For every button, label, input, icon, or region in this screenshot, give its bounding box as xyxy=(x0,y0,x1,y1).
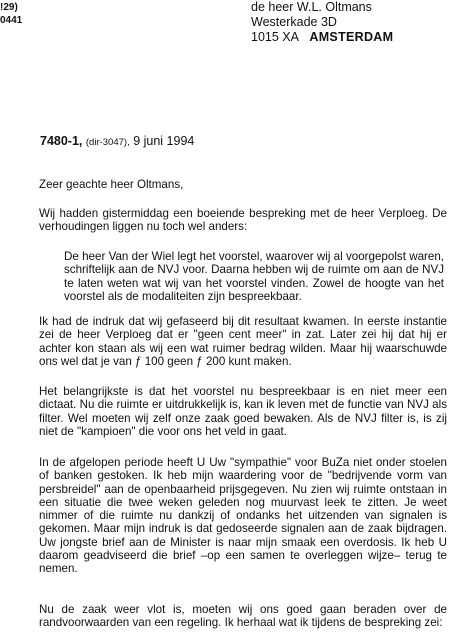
reference-number: 7480-1, xyxy=(40,134,83,148)
recipient-city: AMSTERDAM xyxy=(309,30,394,44)
reference-line xyxy=(40,134,194,148)
recipient-name: de heer W.L. Oltmans xyxy=(251,0,372,14)
recipient-street: Westerkade 3D xyxy=(251,15,337,29)
paragraph-1: Wij hadden gistermiddag een boeiende bespreking met de heer Verploeg. De verhoudingen liggen nu toch wel anders: xyxy=(39,207,447,234)
paragraph-4: In de afgelopen periode heeft U Uw "sympathie" voor BuZa niet onder stoelen of banken gestoken. Ik heb mijn waardering voor de "bedrijvende vorm van persbreidel" aan de openbaarheid prijsgegeven. Nu zien wij ruimte ontstaan in een situatie die twee weken geleden nog muurvast leek te zitten. Je weet nimmer of die ruimte nu dankzij of ondanks het uitzenden van signalen is gekomen. Maar mijn indruk is dat gedoseerde signalen aan de zaak bijdragen. Uw jongste brief aan de Minister is naar mijn smaak een overdosis. Ik heb U daarom geadviseerd die brief –op een samen te overleggen wijze– terug te nemen. xyxy=(39,456,447,576)
recipient-city-line xyxy=(251,30,393,45)
reference-date: 9 juni 1994 xyxy=(129,134,195,148)
quoted-paragraph: De heer Van der Wiel legt het voorstel, waarover wij al voorgepolst waren, schriftelijk aan de NVJ voor. Daarna hebben wij de ruimte om aan de NVJ te laten weten wat wij van het voorstel vinden. Zowel de hoogte van het voorstel als de modaliteiten zijn bespreekbaar. xyxy=(64,250,444,303)
reference-dir: (dir-3047), xyxy=(85,137,130,148)
recipient-postcode: 1015 XA xyxy=(251,30,299,44)
margin-code-2: 0441 xyxy=(0,15,23,26)
salutation: Zeer geachte heer Oltmans, xyxy=(39,178,184,191)
paragraph-2: Ik had de indruk dat wij gefaseerd bij dit resultaat kwamen. In eerste instantie zei de heer Verploeg dat er "geen cent meer" in zat. Later zei hij dat hij er achter kon staan als wij een wat ruimer bedrag wilden. Maar hij waarschuwde ons wel dat je van ƒ 100 geen ƒ 200 kunt maken. xyxy=(39,315,447,368)
paragraph-5: Nu de zaak weer vlot is, moeten wij ons goed gaan beraden over de randvoorwaarden van een regeling. Ik herhaal wat ik tijdens de bespreking zei: xyxy=(39,603,447,630)
paragraph-3: Het belangrijkste is dat het voorstel nu bespreekbaar is en niet meer een dictaat. Nu die ruimte er uitdrukkelijk is, kan ik leven met de functie van NVJ als filter. Wel moeten wij zelf onze zaak goed bewaken. Als de NVJ filter is, is zij niet de "kampioen" die voor ons het veld in gaat. xyxy=(39,385,447,438)
margin-code-1: !29) xyxy=(0,2,18,13)
